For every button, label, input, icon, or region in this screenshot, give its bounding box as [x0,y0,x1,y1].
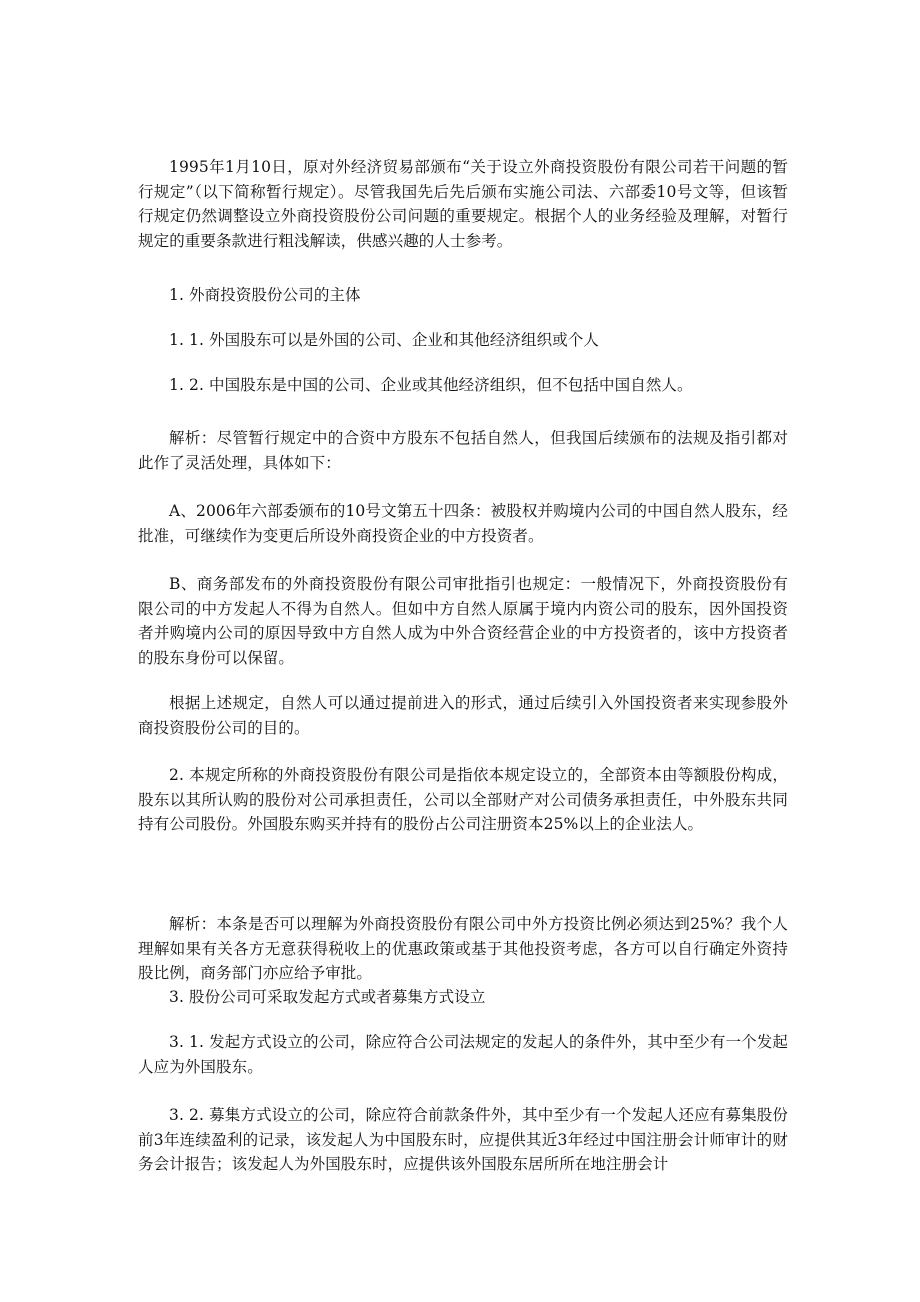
section-heading-3: 3. 股份公司可采取发起方式或者募集方式设立 [169,988,486,1006]
intro-paragraph: 1995年1月10日，原对外经济贸易部颁布“关于设立外商投资股份有限公司若干问题的暂行规定”（以下简称暂行规定）。尽管我国先后先后颁布实施公司法、六部委10号文等，但该暂行规定仍然调整设立外商投资股份公司问题的重要规定。根据个人的业务经验及理解，对暂行规定的重要条款进行粗浅解读，供感兴趣的人士参考。 [138,158,788,250]
conclusion-paragraph: 根据上述规定，自然人可以通过提前进入的形式，通过后续引入外国投资者来实现参股外商投资股份公司的目的。 [138,694,788,737]
point-a-paragraph: A、2006年六部委颁布的10号文第五十四条：被股权并购境内公司的中国自然人股东，经批准，可继续作为变更后所设外商投资企业的中方投资者。 [138,502,788,545]
clause-3-1: 3. 1. 发起方式设立的公司，除应符合公司法规定的发起人的条件外，其中至少有一个发起人应为外国股东。 [138,1033,788,1076]
clause-2-paragraph: 2. 本规定所称的外商投资股份有限公司是指依本规定设立的，全部资本由等额股份构成，股东以其所认购的股份对公司承担责任，公司以全部财产对公司债务承担责任，中外股东共同持有公司股份。外国股东购买并持有的股份占公司注册资本25%以上的企业法人。 [138,766,788,833]
point-b-paragraph: B、商务部发布的外商投资股份有限公司审批指引也规定：一般情况下，外商投资股份有限公司的中方发起人不得为自然人。但如中方自然人原属于境内内资公司的股东，因外国投资者并购境内公司的原因导致中方自然人成为中外合资经营企业的中方投资者的，该中方投资者的股东身份可以保留。 [138,575,788,667]
analysis-paragraph-2: 解析：本条是否可以理解为外商投资股份有限公司中外方投资比例必须达到25%？我个人理解如果有关各方无意获得税收上的优惠政策或基于其他投资考虑，各方可以自行确定外资持股比例，商务部门亦应给予审批。 [138,915,788,982]
analysis-paragraph-1: 解析：尽管暂行规定中的合资中方股东不包括自然人，但我国后续颁布的法规及指引都对此作了灵活处理，具体如下： [138,429,788,472]
section-heading-1: 1. 外商投资股份公司的主体 [169,286,361,304]
clause-1-2: 1. 2. 中国股东是中国的公司、企业或其他经济组织，但不包括中国自然人。 [169,376,693,394]
clause-1-1: 1. 1. 外国股东可以是外国的公司、企业和其他经济组织或个人 [169,331,600,349]
clause-3-2: 3. 2. 募集方式设立的公司，除应符合前款条件外，其中至少有一个发起人还应有募集股份前3年连续盈利的记录，该发起人为中国股东时，应提供其近3年经过中国注册会计师审计的财务会计报告；该发起人为外国股东时，应提供该外国股东居所所在地注册会计 [138,1106,788,1173]
